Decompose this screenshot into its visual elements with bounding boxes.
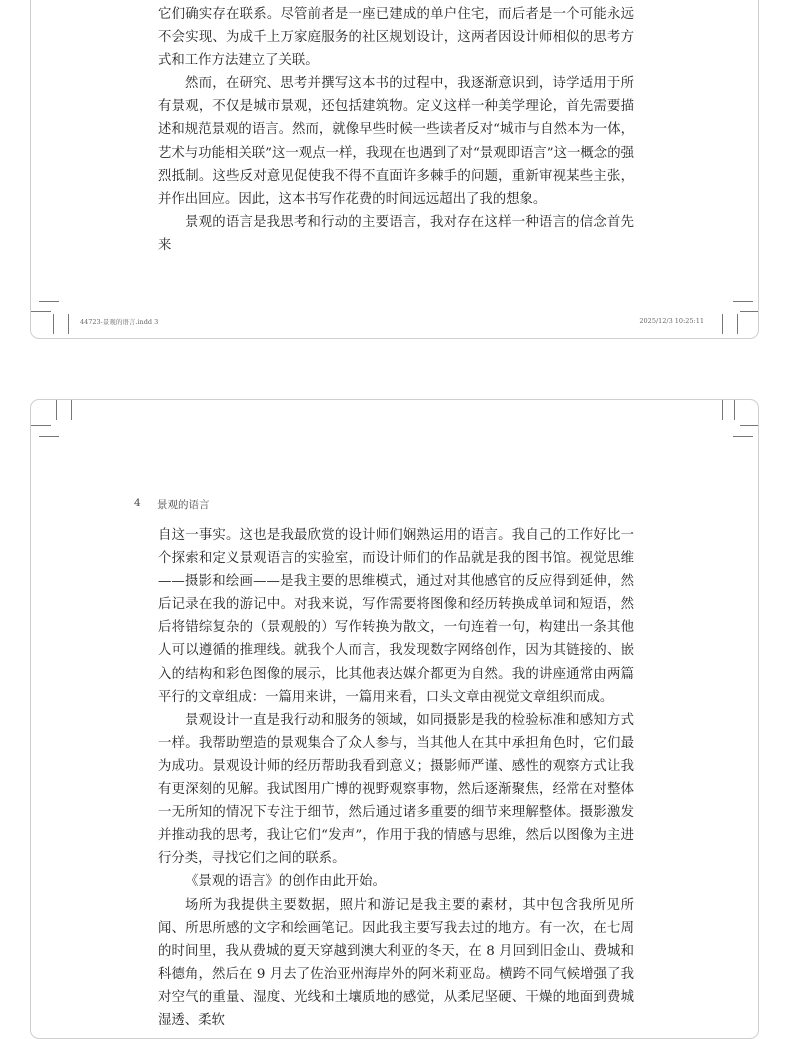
- crop-mark: [733, 436, 753, 437]
- page3-body-text: [158, 3, 634, 257]
- page4-paragraph-1: 自这一事实。这也是我最欣赏的设计师们娴熟运用的语言。我自己的工作好比一个探索和定义景观语言的实验室，而设计师们的作品就是我的图书馆。视觉思维——摄影和绘画——是我主要的思维模式，通过对其他感官的反应得到延伸，然后记录在我的游记中。对我来说，写作需要将图像和经历转换成单词和短语，然后将错综复杂的（景观般的）写作转换为散文，一句连着一句，构建出一条其他人可以遵循的推理线。就我个人而言，我发现数字网络创作，因为其链接的、嵌入的结构和彩色图像的展示，比其他表达媒介都更为自然。我的讲座通常由两篇平行的文章组成：一篇用来讲，一篇用来看，口头文章由视觉文章组织而成。: [158, 528, 634, 705]
- page3-paragraph-3: 景观的语言是我思考和行动的主要语言，我对存在这样一种语言的信念首先来: [158, 214, 634, 253]
- running-head-title: 景观的语言: [157, 499, 210, 511]
- crop-mark: [71, 400, 72, 420]
- crop-mark: [740, 425, 759, 426]
- crop-mark: [722, 314, 723, 334]
- crop-mark: [53, 314, 54, 334]
- crop-mark: [56, 400, 57, 420]
- slug-filename: 44723-景观的语言.indd 3: [80, 318, 159, 326]
- crop-mark: [722, 400, 723, 420]
- crop-mark: [734, 400, 735, 420]
- crop-mark: [740, 311, 759, 312]
- book-page-4: [30, 399, 759, 1039]
- crop-mark: [39, 301, 59, 302]
- crop-mark: [39, 436, 59, 437]
- crop-mark: [68, 314, 69, 334]
- page4-paragraph-3: 《景观的语言》的创作由此开始。: [185, 874, 386, 890]
- page4-paragraph-2: 景观设计一直是我行动和服务的领域，如同摄影是我的检验标准和感知方式一样。我帮助塑造的景观集合了众人参与，当其他人在其中承担角色时，它们最为成功。景观设计师的经历帮助我看到意义；摄影师严谨、感性的观察方式让我有更深刻的见解。我试图用广博的视野观察事物，然后逐渐聚焦，经常在对整体一无所知的情况下专注于细节，然后通过诸多重要的细节来理解整体。摄影激发并推动我的思考，我让它们“发声”，作用于我的情感与思维，然后以图像为主进行分类，寻找它们之间的联系。: [158, 712, 634, 867]
- slug-timestamp: 2025/12/3 10:25:11: [639, 317, 704, 325]
- book-page-3: [30, 0, 759, 339]
- crop-mark: [31, 311, 51, 312]
- page-number: 4: [134, 497, 141, 509]
- page3-paragraph-2: 然而，在研究、思考并撰写这本书的过程中，我逐渐意识到，诗学适用于所有景观，不仅是城市景观，还包括建筑物。定义这样一种美学理论，首先需要描述和规范景观的语言。然而，就像早些时候一些读者反对“城市与自然本为一体，艺术与功能相关联”这一观点一样，我现在也遇到了对“景观即语言”这一概念的强烈抵制。这些反对意见促使我不得不直面许多棘手的问题，重新审视某些主张，并作出回应。因此，这本书写作花费的时间远远超出了我的想象。: [158, 76, 634, 207]
- page4-paragraph-4: 场所为我提供主要数据，照片和游记是我主要的素材，其中包含我所见所闻、所思所感的文字和绘画笔记。因此我主要写我去过的地方。有一次，在七周的时间里，我从费城的夏天穿越到澳大利亚的冬天，在 8 月回到旧金山、费城和科德角，然后在 9 月去了佐治亚州海岸外的阿米莉亚岛。横跨不同气候增强了我对空气的重量、湿度、光线和土壤质地的感觉，从柔尼坚硬、干燥的地面到费城湿透、柔软: [158, 897, 634, 1028]
- page3-paragraph-1: 它们确实存在联系。尽管前者是一座已建成的单户住宅，而后者是一个可能永远不会实现、为成千上万家庭服务的社区规划设计，这两者因设计师相似的思考方式和工作方法建立了关联。: [158, 7, 634, 69]
- crop-mark: [31, 425, 51, 426]
- crop-mark: [737, 314, 738, 334]
- page4-body-text: [158, 524, 634, 1032]
- crop-mark: [733, 301, 753, 302]
